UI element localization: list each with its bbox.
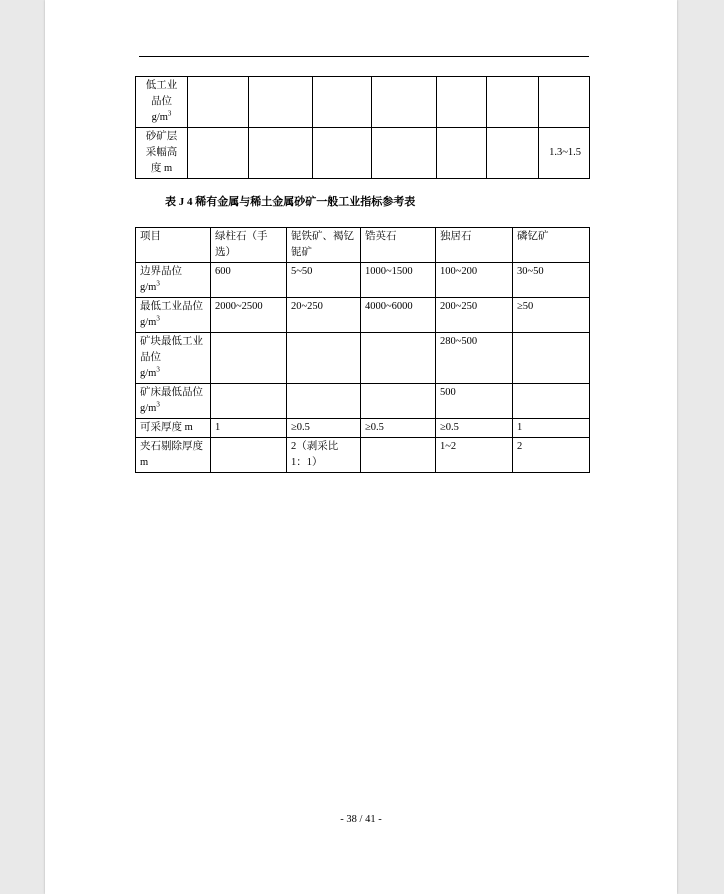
unit-text: g/m [140,403,157,414]
table-row [136,333,590,384]
label-text: 可采厚度 m [140,422,193,433]
row-label [136,438,211,473]
table-cell [211,384,287,419]
label-text: 夹石剔除厚度 m [140,441,203,468]
page-number: - 38 / 41 - [340,814,382,825]
table-cell: 2 [513,438,590,473]
column-header: 绿柱石（手选） [211,228,287,263]
label-line: 低工业 [145,80,178,91]
unit-text: g/m [151,112,168,123]
table-cell [188,128,249,179]
row-label [136,128,188,179]
table-cell: 4000~6000 [361,298,436,333]
table-cell [249,128,313,179]
label-unit [140,161,183,177]
row-label [136,419,211,438]
table-cell [487,128,539,179]
header-rule [139,56,589,57]
row-label [136,333,211,384]
table-cell [361,384,436,419]
table-cell [539,77,590,128]
table-row [136,128,590,179]
label-line: 采幅高 [145,147,178,158]
table-cell: 500 [436,384,513,419]
table-row [136,263,590,298]
label-text: 最低工业品位 [140,301,203,312]
unit-text: g/m [140,368,157,379]
table-cell: 600 [211,263,287,298]
table-cell [313,128,372,179]
table-cell: 1.3~1.5 [539,128,590,179]
table-cell: 2000~2500 [211,298,287,333]
label-text: 矿床最低品位 [140,387,203,398]
label-line: 砂矿层 [145,131,178,142]
label-line: 品位 [151,96,172,107]
table-cell [372,77,437,128]
label-unit [140,110,183,126]
table-cell: ≥0.5 [361,419,436,438]
table-cell [437,77,487,128]
row-label [136,77,188,128]
table-cell [211,438,287,473]
table-cell: 5~50 [287,263,361,298]
unit-text: 度 m [150,163,173,174]
table-cell: ≥50 [513,298,590,333]
table-caption: 表 J 4 稀有金属与稀土金属砂矿一般工业指标参考表 [165,196,416,208]
table-cell: 280~500 [436,333,513,384]
column-header: 铌铁矿、褐钇铌矿 [287,228,361,263]
table-cell [249,77,313,128]
table-cell: 100~200 [436,263,513,298]
table-cell: 1 [513,419,590,438]
table-row [136,298,590,333]
table-row [136,77,590,128]
table-cell: 200~250 [436,298,513,333]
table-cell [513,333,590,384]
table-header-row [136,228,590,263]
table-cell [188,77,249,128]
table-cell [361,438,436,473]
unit-text: g/m [140,282,157,293]
table-cell [513,384,590,419]
table-cell: 1~2 [436,438,513,473]
row-label [136,384,211,419]
continued-table [135,76,590,179]
column-header: 磷钇矿 [513,228,590,263]
table-cell: 1 [211,419,287,438]
unit-superscript: 3 [156,365,160,374]
table-cell [487,77,539,128]
table-cell [437,128,487,179]
column-header: 独居石 [436,228,513,263]
unit-superscript: 3 [156,400,160,409]
row-label [136,263,211,298]
table-row [136,419,590,438]
table-cell: ≥0.5 [287,419,361,438]
table-row [136,438,590,473]
unit-superscript: 3 [156,314,160,323]
table-cell: 1000~1500 [361,263,436,298]
unit-text: g/m [140,317,157,328]
column-header: 锆英石 [361,228,436,263]
table-cell [361,333,436,384]
table-cell [372,128,437,179]
row-label [136,298,211,333]
table-cell [287,333,361,384]
column-header: 项目 [136,228,211,263]
table-cell: 2（剥采比 1：1） [287,438,361,473]
table-cell: 30~50 [513,263,590,298]
table-cell [313,77,372,128]
label-text: 边界品位 [140,266,182,277]
table-row [136,384,590,419]
unit-superscript: 3 [167,109,172,118]
table-cell: ≥0.5 [436,419,513,438]
document-page [45,0,677,894]
table-cell [211,333,287,384]
table-cell [287,384,361,419]
table-cell: 20~250 [287,298,361,333]
label-text: 矿块最低工业品位 [140,336,203,363]
reference-table [135,227,590,473]
unit-superscript: 3 [156,279,160,288]
